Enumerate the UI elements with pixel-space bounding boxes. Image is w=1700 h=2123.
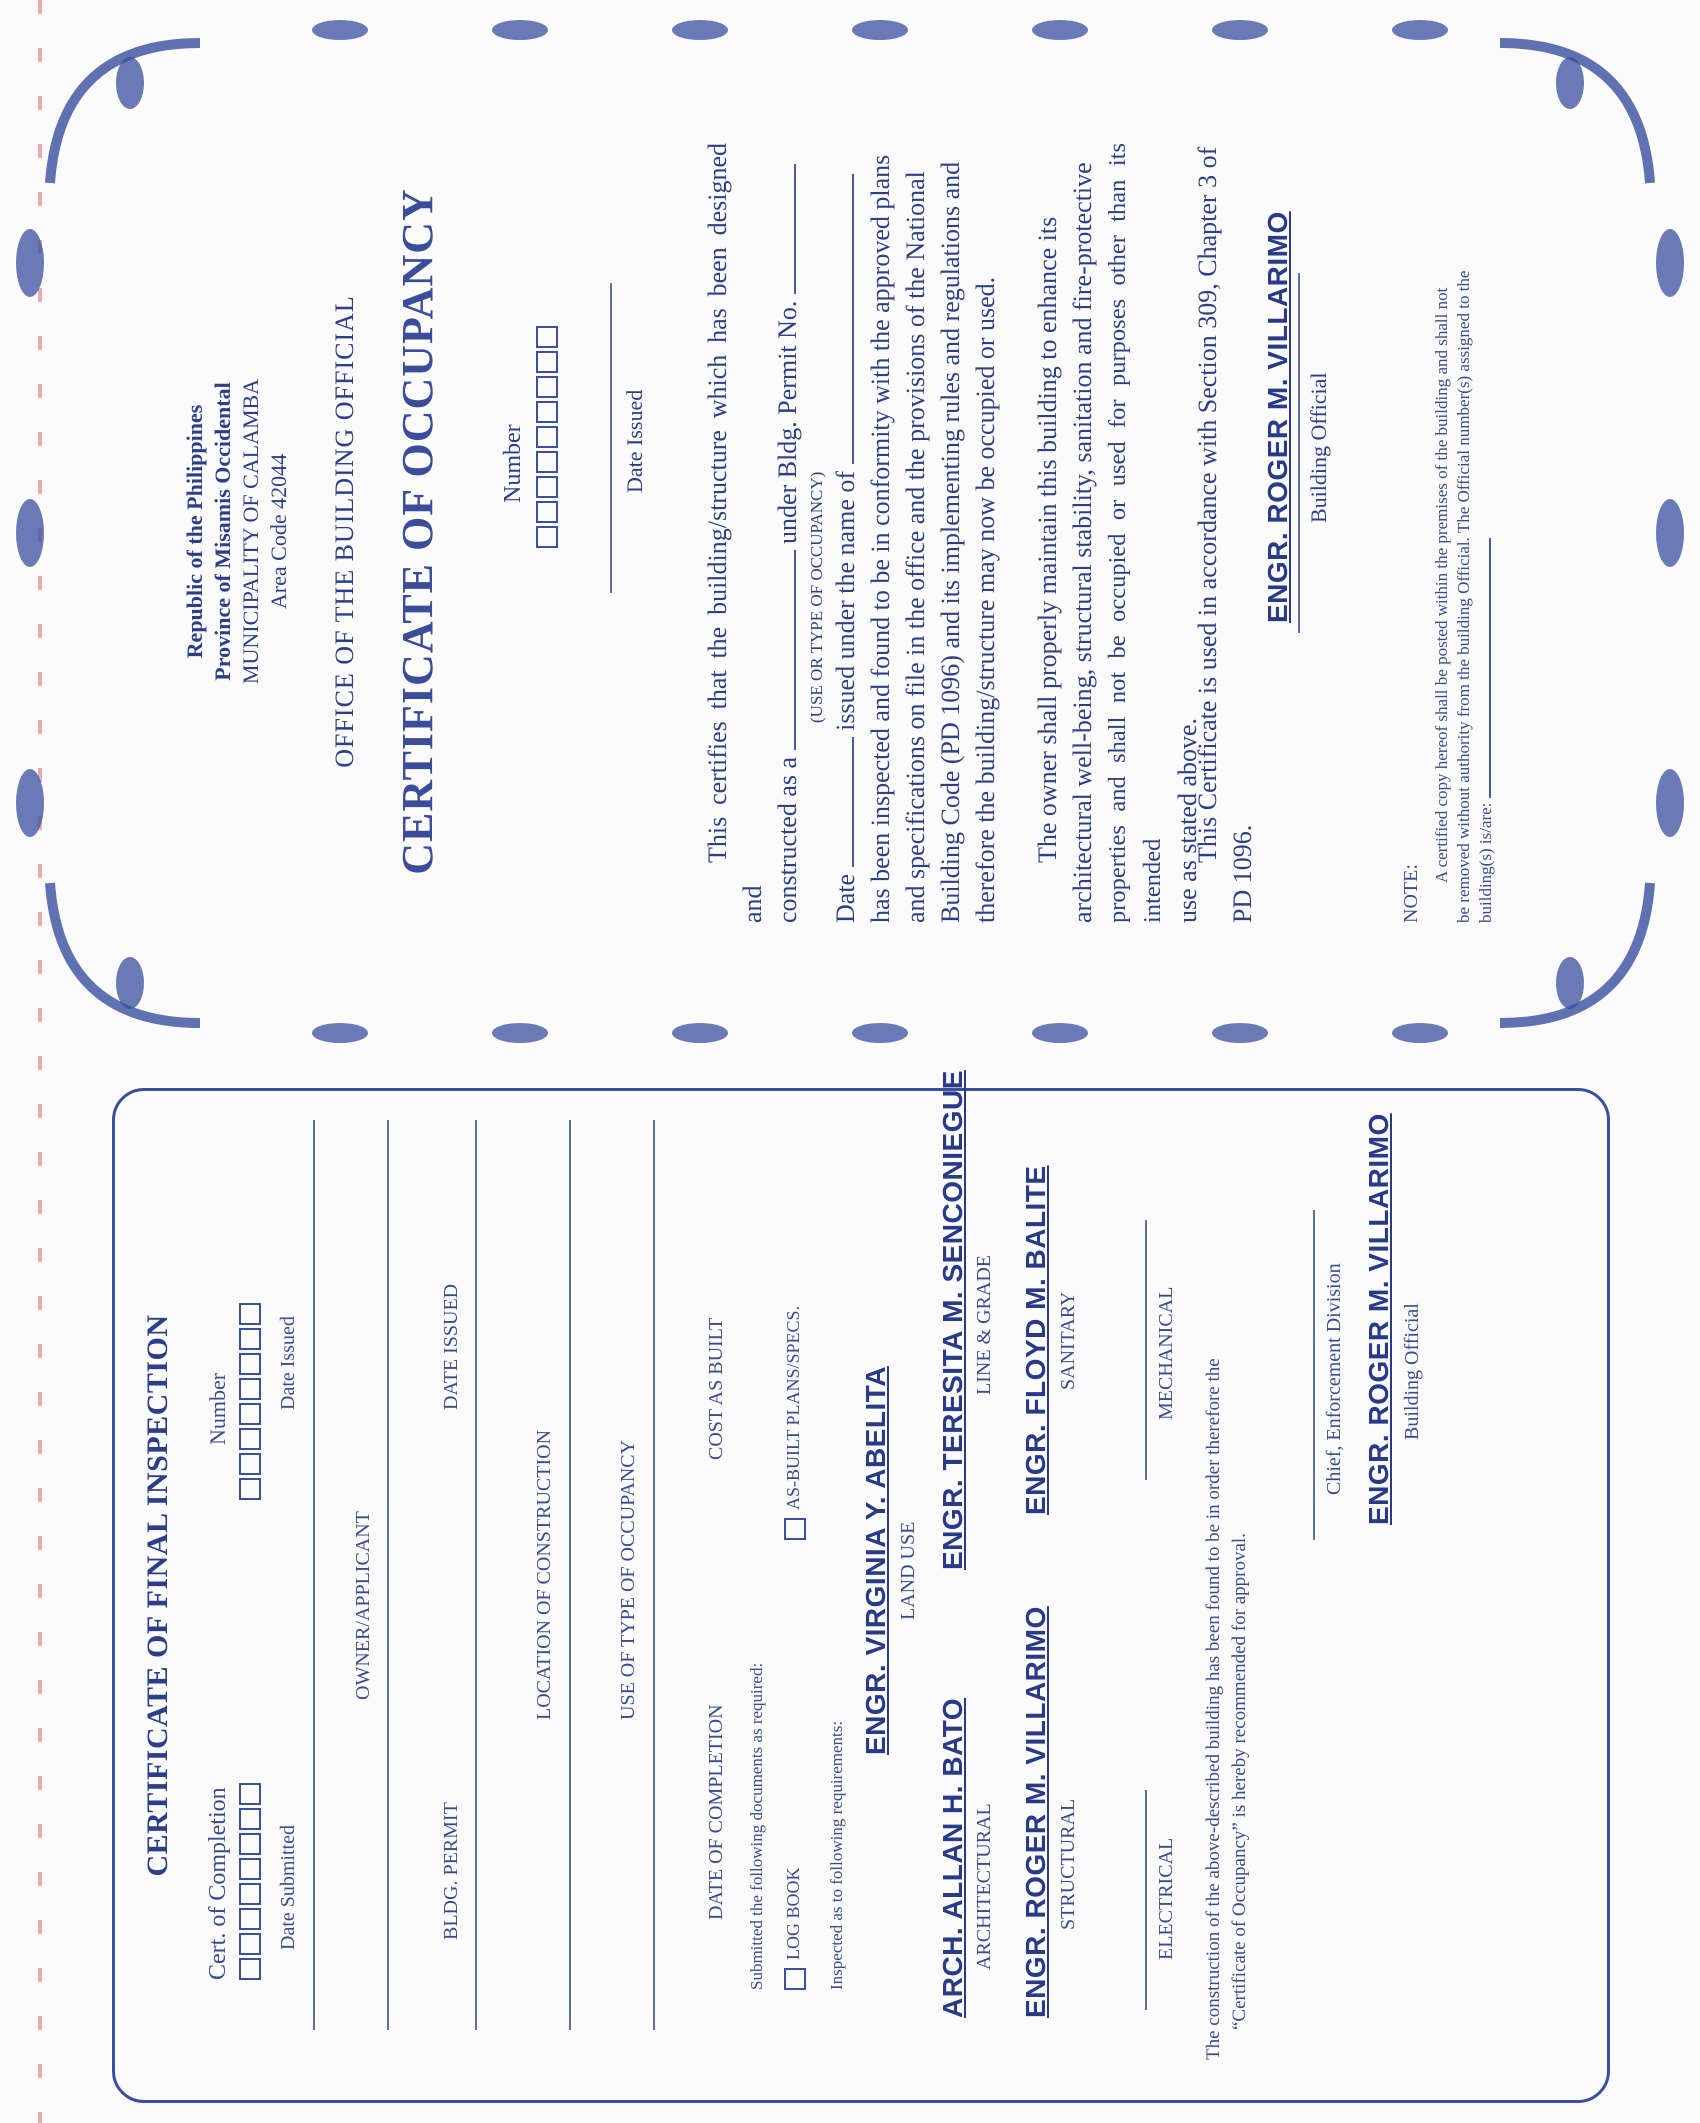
note-line-1: A certified copy hereof shall be posted within the premises of the building and shall not — [1432, 287, 1451, 883]
date-issued-line — [610, 283, 612, 593]
official-signature-line — [1298, 273, 1300, 633]
p3-line-c: properties and shall not be occupied or used for purposes other than its intended — [1104, 143, 1166, 923]
recommendation-line-2: “Certificate of Occupancy” is hereby recommended for approval. — [1229, 1533, 1250, 2030]
chief-line — [1313, 1210, 1315, 1540]
inspection-title: CERTIFICATE OF FINAL INSPECTION — [141, 1314, 174, 1877]
inspection-number-label: Number — [205, 1372, 230, 1445]
note-line-3: building(s) is/are: — [1476, 538, 1496, 923]
role-sanitary: SANITARY — [1057, 1291, 1079, 1390]
inspection-number-boxes — [239, 1303, 261, 1500]
location-label: LOCATION OF CONSTRUCTION — [533, 1429, 555, 1720]
p2-line-d: and specifications on file in the office and the provisions of the National — [901, 171, 930, 923]
p2-line-a: Date issued under the name of — [828, 143, 863, 923]
cert-completion-label: Cert. of Completion — [205, 1787, 231, 1980]
signature-architectural: ARCH. ALLAN H. BATO — [937, 1697, 968, 2018]
signature-structural: ENGR. ROGER M. VILLARIMO — [1020, 1606, 1051, 2018]
divider — [313, 1120, 315, 2030]
occupancy-official-role: Building Official — [1306, 372, 1331, 523]
divider — [387, 1120, 389, 2030]
occupancy-date-issued: Date Issued — [622, 389, 647, 493]
p1-caption: (USE OR TYPE OF OCCUPANCY) — [807, 471, 826, 723]
header-municipality: MUNICIPALITY OF CALAMBA — [238, 378, 263, 685]
date-submitted-label: Date Submitted — [277, 1825, 299, 1950]
p1-line-b: constructed as a under Bldg. Permit No. — [770, 143, 805, 923]
owner-label: OWNER/APPLICANT — [352, 1511, 374, 1700]
role-line-grade: LINE & GRADE — [973, 1255, 995, 1395]
occupancy-title: CERTIFICATE OF OCCUPANCY — [393, 188, 442, 875]
header-area-code: Area Code 42044 — [266, 453, 291, 610]
p3-line-d: use as stated above. — [1173, 717, 1202, 923]
submitted-label: Submitted the following documents as required: — [747, 1662, 766, 1990]
role-structural: STRUCTURAL — [1057, 1798, 1079, 1930]
paragraph-inspected — [828, 143, 1003, 923]
inspected-label: Inspected as to following requirements: — [827, 1720, 846, 1990]
signature-land-use: ENGR. VIRGINIA Y. ABELITA — [860, 1366, 891, 1755]
office-heading: OFFICE OF THE BUILDING OFFICIAL — [330, 295, 359, 768]
cost-label: COST AS BUILT — [705, 1317, 727, 1460]
note-line-2: be removed without authority from the building Official. The Official number(s) assigned to the — [1454, 270, 1473, 923]
occupancy-number-label: Number — [500, 424, 526, 503]
p4-line-b: PD 1096. — [1228, 824, 1257, 923]
log-book-item: LOG BOOK — [783, 1868, 806, 1991]
electrical-label: ELECTRICAL — [1155, 1837, 1177, 1960]
header-republic: Republic of the Philippines — [182, 404, 207, 659]
p1-line-a: This certifies that the building/structure which has been designed and — [703, 143, 767, 923]
building-official-role: Building Official — [1401, 1303, 1423, 1440]
date-issued-label: Date Issued — [277, 1316, 299, 1410]
date-completion-label: DATE OF COMPLETION — [705, 1704, 727, 1920]
chief-label: Chief, Enforcement Division — [1323, 1263, 1345, 1495]
p2-line-e: Building Code (PD 1096) and its implementing rules and regulations and — [936, 161, 965, 923]
as-built-checkbox[interactable] — [784, 1518, 806, 1540]
p3-line-a: The owner shall properly maintain this building to enhance its — [1033, 216, 1062, 863]
use-label: USE OF TYPE OF OCCUPANCY — [617, 1439, 639, 1720]
paragraph-certifies — [700, 143, 829, 923]
role-architectural: ARCHITECTURAL — [973, 1803, 995, 1970]
p3-line-b: architectural well-being, structural stability, sanitation and fire-protective — [1068, 162, 1097, 923]
divider — [475, 1120, 477, 2030]
occupancy-number-boxes — [536, 326, 558, 548]
signature-sanitary: ENGR. FLOYD M. BALITE — [1020, 1165, 1051, 1515]
note-label: NOTE: — [1400, 864, 1422, 923]
cert-number-boxes — [239, 1783, 261, 1980]
p2-line-f: therefore the building/structure may now be occupied or used. — [971, 276, 1000, 923]
mechanical-label: MECHANICAL — [1155, 1286, 1177, 1420]
date-issued-caps-label: DATE ISSUED — [440, 1283, 462, 1410]
role-land-use: LAND USE — [897, 1521, 919, 1620]
paragraph-maintain — [1030, 143, 1205, 923]
bldg-permit-label: BLDG. PERMIT — [440, 1802, 462, 1940]
paragraph-section — [1190, 143, 1260, 923]
log-book-checkbox[interactable] — [784, 1968, 806, 1990]
p2-line-c: has been inspected and found to be in conformity with the approved plans — [866, 154, 895, 923]
electrical-line — [1145, 1790, 1147, 2010]
header-province: Province of Misamis Occidental — [210, 382, 235, 681]
final-inspection-panel — [112, 1070, 1610, 2103]
divider — [569, 1120, 571, 2030]
p4-line-a: This Certificate is used in accordance with Section 309, Chapter 3 of — [1193, 146, 1222, 863]
recommendation-line-1: The construction of the above-described building has been found to be in order therefore the — [1203, 1358, 1224, 2060]
signature-line-grade: ENGR. TERESITA M. SENCONIEGUE — [937, 1070, 968, 1570]
building-official-signature: ENGR. ROGER M. VILLARIMO — [1363, 1113, 1394, 1525]
as-built-item: AS-BUILT PLANS/SPECS. — [783, 1306, 806, 1540]
mechanical-line — [1145, 1220, 1147, 1480]
occupancy-official-signature: ENGR. ROGER M. VILLARIMO — [1262, 211, 1293, 623]
divider — [653, 1120, 655, 2030]
